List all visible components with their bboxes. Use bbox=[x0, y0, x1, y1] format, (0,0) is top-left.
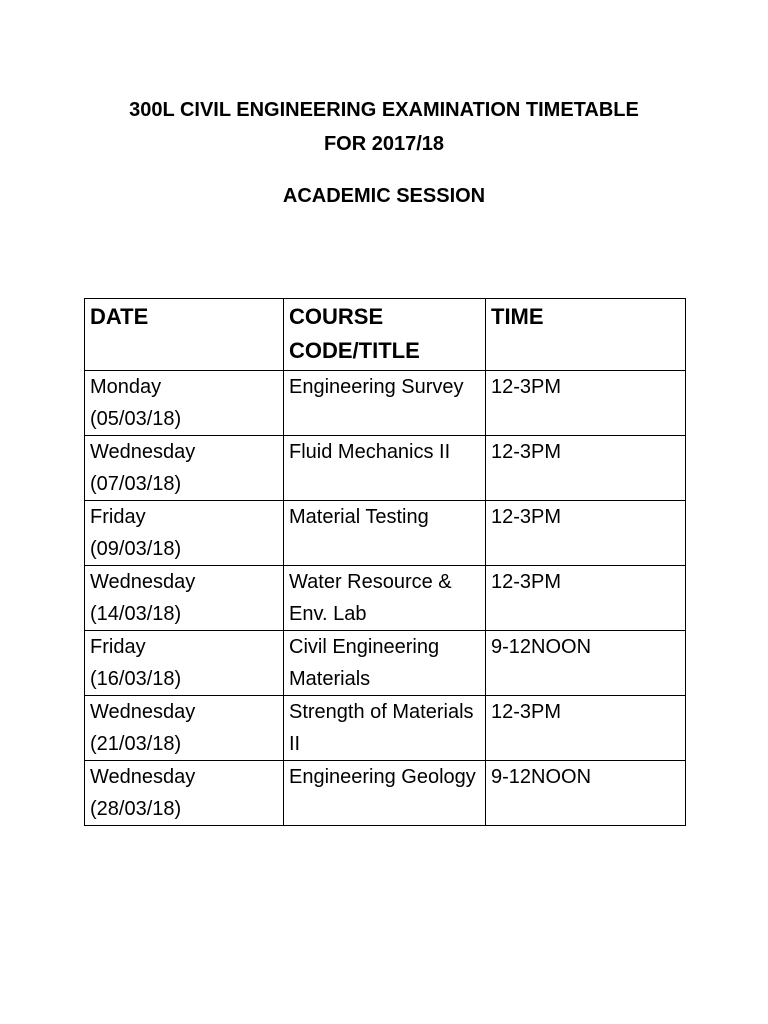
course-cell: Civil Engineering Materials bbox=[284, 631, 486, 696]
day-text: Friday bbox=[90, 636, 146, 658]
day-text: Monday bbox=[90, 376, 162, 398]
date-text: (07/03/18) bbox=[90, 473, 182, 495]
course-cell: Strength of Materials II bbox=[284, 696, 486, 761]
time-cell: 12-3PM bbox=[486, 501, 686, 566]
header-course: COURSE CODE/TITLE bbox=[284, 299, 486, 371]
date-cell bbox=[85, 761, 284, 826]
date-cell bbox=[85, 696, 284, 761]
header-date: DATE bbox=[85, 299, 284, 371]
day-text: Friday bbox=[90, 506, 146, 528]
date-text: (05/03/18) bbox=[90, 408, 182, 430]
table-row bbox=[85, 436, 686, 501]
timetable bbox=[84, 298, 686, 826]
time-cell: 12-3PM bbox=[486, 696, 686, 761]
day-text: Wednesday bbox=[90, 766, 196, 788]
date-text: (09/03/18) bbox=[90, 538, 182, 560]
date-text: (16/03/18) bbox=[90, 668, 182, 690]
date-text: (14/03/18) bbox=[90, 603, 182, 625]
date-cell bbox=[85, 566, 284, 631]
table-row bbox=[85, 501, 686, 566]
table-row bbox=[85, 566, 686, 631]
course-cell: Material Testing bbox=[284, 501, 486, 566]
document-subtitle: ACADEMIC SESSION bbox=[282, 185, 486, 207]
time-cell: 12-3PM bbox=[486, 371, 686, 436]
course-cell: Engineering Geology bbox=[284, 761, 486, 826]
table-header-row bbox=[85, 299, 686, 371]
time-cell: 12-3PM bbox=[486, 436, 686, 501]
time-cell: 9-12NOON bbox=[486, 761, 686, 826]
time-cell: 9-12NOON bbox=[486, 631, 686, 696]
course-cell: Fluid Mechanics II bbox=[284, 436, 486, 501]
date-text: (21/03/18) bbox=[90, 733, 182, 755]
date-cell bbox=[85, 436, 284, 501]
table-row bbox=[85, 631, 686, 696]
table-row bbox=[85, 696, 686, 761]
table-row bbox=[85, 761, 686, 826]
time-cell: 12-3PM bbox=[486, 566, 686, 631]
title-line-1: 300L CIVIL ENGINEERING EXAMINATION TIMETABLE bbox=[129, 99, 639, 121]
course-cell: Engineering Survey bbox=[284, 371, 486, 436]
header-time: TIME bbox=[486, 299, 686, 371]
date-text: (28/03/18) bbox=[90, 798, 182, 820]
date-cell bbox=[85, 371, 284, 436]
day-text: Wednesday bbox=[90, 701, 196, 723]
day-text: Wednesday bbox=[90, 571, 196, 593]
document-title bbox=[0, 93, 768, 161]
course-cell: Water Resource & Env. Lab bbox=[284, 566, 486, 631]
title-line-2: FOR 2017/18 bbox=[323, 133, 445, 155]
date-cell bbox=[85, 501, 284, 566]
table-row bbox=[85, 371, 686, 436]
date-cell bbox=[85, 631, 284, 696]
day-text: Wednesday bbox=[90, 441, 196, 463]
